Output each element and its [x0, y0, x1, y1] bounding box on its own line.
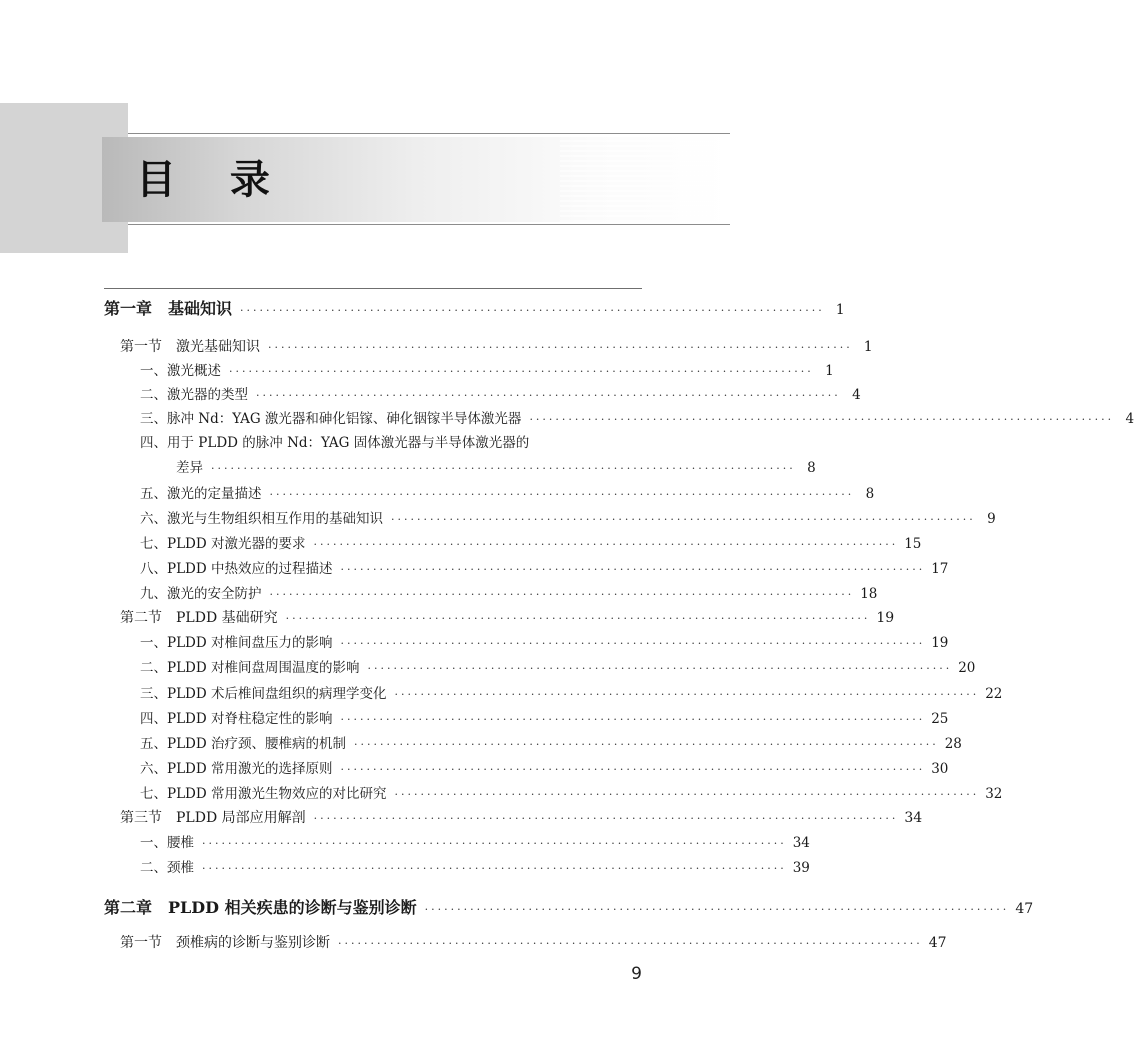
toc-item[interactable] — [140, 734, 962, 755]
page-title: 目 录 — [136, 157, 290, 203]
toc-entry-title: 五、PLDD 治疗颈、腰椎病的机制 — [140, 736, 346, 752]
toc-entry-title: 二、颈椎 — [140, 860, 194, 876]
toc-entry-page: 30 — [931, 761, 949, 777]
toc-entry-title: 二、激光器的类型 — [140, 387, 248, 403]
toc-section-2-1[interactable] — [120, 933, 947, 954]
toc-entry-title: 九、激光的安全防护 — [140, 586, 262, 602]
toc-entry-page: 19 — [931, 635, 949, 651]
toc-entry-page: 34 — [904, 810, 923, 826]
toc-item[interactable] — [140, 833, 810, 854]
toc-item[interactable] — [140, 361, 834, 382]
toc-entry-title: 第三节 PLDD 局部应用解剖 — [120, 810, 306, 826]
toc-chapter-1[interactable] — [104, 299, 845, 321]
toc-leader-dots: ·························································································· — [340, 563, 926, 576]
toc-entry-title: 第一节 颈椎病的诊断与鉴别诊断 — [120, 935, 330, 951]
toc-leader-dots: ·························································································· — [313, 812, 899, 825]
toc-item[interactable] — [140, 409, 1134, 430]
toc-entry-title: 六、PLDD 常用激光的选择原则 — [140, 761, 333, 777]
toc-entry-page: 47 — [1015, 901, 1034, 917]
toc-item[interactable] — [140, 658, 976, 679]
toc-item[interactable] — [140, 559, 949, 580]
toc-entry-title: 第二节 PLDD 基础研究 — [120, 610, 278, 626]
toc-leader-dots: ·························································································· — [269, 488, 855, 501]
toc-item[interactable] — [140, 709, 949, 730]
toc-section-1-2[interactable] — [120, 608, 895, 629]
toc-entry-page: 4 — [852, 387, 861, 403]
toc-leader-dots: ·························································································· — [202, 837, 787, 850]
toc-entry-page: 19 — [876, 610, 895, 626]
toc-leader-dots: ·························································································· — [394, 788, 980, 801]
toc-entry-title: 六、激光与生物组织相互作用的基础知识 — [140, 511, 383, 527]
toc-entry-title: 八、PLDD 中热效应的过程描述 — [140, 561, 333, 577]
toc-item[interactable] — [140, 509, 996, 530]
toc-entry-title: 三、PLDD 术后椎间盘组织的病理学变化 — [140, 686, 387, 702]
toc-item[interactable] — [140, 385, 861, 406]
toc-entry-title: 三、脉冲 Nd：YAG 激光器和砷化铝镓、砷化铟镓半导体激光器 — [140, 411, 522, 427]
toc-item-line1[interactable]: 四、用于 PLDD 的脉冲 Nd：YAG 固体激光器与半导体激光器的 — [140, 435, 530, 451]
toc-leader-dots: ·························································································· — [285, 612, 871, 625]
toc-entry-title: 差异 — [176, 460, 203, 476]
toc-leader-dots: ·························································································· — [340, 637, 926, 650]
toc-entry-page: 32 — [985, 786, 1003, 802]
toc-entry-title: 一、腰椎 — [140, 835, 194, 851]
toc-entry-page: 1 — [825, 363, 834, 379]
toc-leader-dots: ·························································································· — [391, 513, 976, 526]
toc-entry-page: 9 — [987, 511, 996, 527]
toc-item[interactable] — [140, 784, 1003, 805]
toc-leader-dots: ·························································································· — [211, 462, 796, 475]
toc-entry-page: 4 — [1125, 411, 1134, 427]
toc-entry-page: 34 — [792, 835, 810, 851]
toc-item[interactable] — [140, 684, 1003, 705]
toc-leader-dots: ·························································································· — [229, 365, 814, 378]
toc-entry-page: 47 — [928, 935, 947, 951]
toc-entry-title: 一、激光概述 — [140, 363, 221, 379]
toc-leader-dots: ·························································································· — [240, 304, 825, 317]
toc-item[interactable] — [176, 458, 816, 479]
toc-entry-title: 第一章 基础知识 — [104, 299, 233, 318]
toc-entry-title: 第一节 激光基础知识 — [120, 339, 260, 355]
toc-item[interactable] — [140, 633, 949, 654]
toc-item[interactable] — [140, 534, 922, 555]
toc-entry-title: 五、激光的定量描述 — [140, 486, 262, 502]
toc-entry-title: 七、PLDD 对激光器的要求 — [140, 536, 306, 552]
toc-entry-page: 25 — [931, 711, 949, 727]
toc-item[interactable] — [140, 759, 949, 780]
toc-entry-page: 20 — [958, 660, 976, 676]
toc-leader-dots: ·························································································· — [338, 937, 923, 950]
toc-item[interactable] — [140, 484, 875, 505]
toc-chapter-2[interactable] — [104, 898, 1034, 920]
toc-item[interactable] — [140, 584, 878, 605]
toc-leader-dots: ·························································································· — [394, 688, 980, 701]
toc-entry-title: 七、PLDD 常用激光生物效应的对比研究 — [140, 786, 387, 802]
toc-leader-dots: ·························································································· — [367, 662, 953, 675]
toc-entry-page: 8 — [807, 460, 816, 476]
toc-leader-dots: ·························································································· — [424, 903, 1010, 916]
page-number: 9 — [631, 964, 642, 984]
toc-leader-dots: ·························································································· — [529, 413, 1115, 426]
toc-entry-page: 8 — [865, 486, 875, 502]
toc-entry-page: 28 — [944, 736, 962, 752]
toc-section-1-1[interactable] — [120, 337, 873, 358]
toc-section-1-3[interactable] — [120, 808, 923, 829]
toc-leader-dots: ·························································································· — [269, 588, 855, 601]
toc-leader-dots: ·························································································· — [268, 341, 853, 354]
toc-item[interactable] — [140, 858, 810, 879]
toc-entry-page: 15 — [904, 536, 922, 552]
toc-entry-title: 一、PLDD 对椎间盘压力的影响 — [140, 635, 333, 651]
toc-entry-page: 18 — [860, 586, 878, 602]
toc-leader-dots: ·························································································· — [313, 538, 899, 551]
toc-leader-dots: ·························································································· — [202, 862, 787, 875]
toc-entry-title: 第二章 PLDD 相关疾患的诊断与鉴别诊断 — [104, 898, 417, 917]
toc-entry-page: 17 — [931, 561, 949, 577]
toc-leader-dots: ·························································································· — [340, 763, 926, 776]
toc-entry-title: 四、PLDD 对脊柱稳定性的影响 — [140, 711, 333, 727]
toc-entry-page: 22 — [985, 686, 1003, 702]
toc-leader-dots: ·························································································· — [340, 713, 926, 726]
toc-leader-dots: ·························································································· — [354, 738, 939, 751]
toc-entry-title: 二、PLDD 对椎间盘周围温度的影响 — [140, 660, 360, 676]
toc-entry-page: 39 — [792, 860, 810, 876]
toc-leader-dots: ·························································································· — [256, 389, 841, 402]
toc-entry-page: 1 — [835, 302, 845, 318]
toc-entry-page: 1 — [863, 339, 873, 355]
